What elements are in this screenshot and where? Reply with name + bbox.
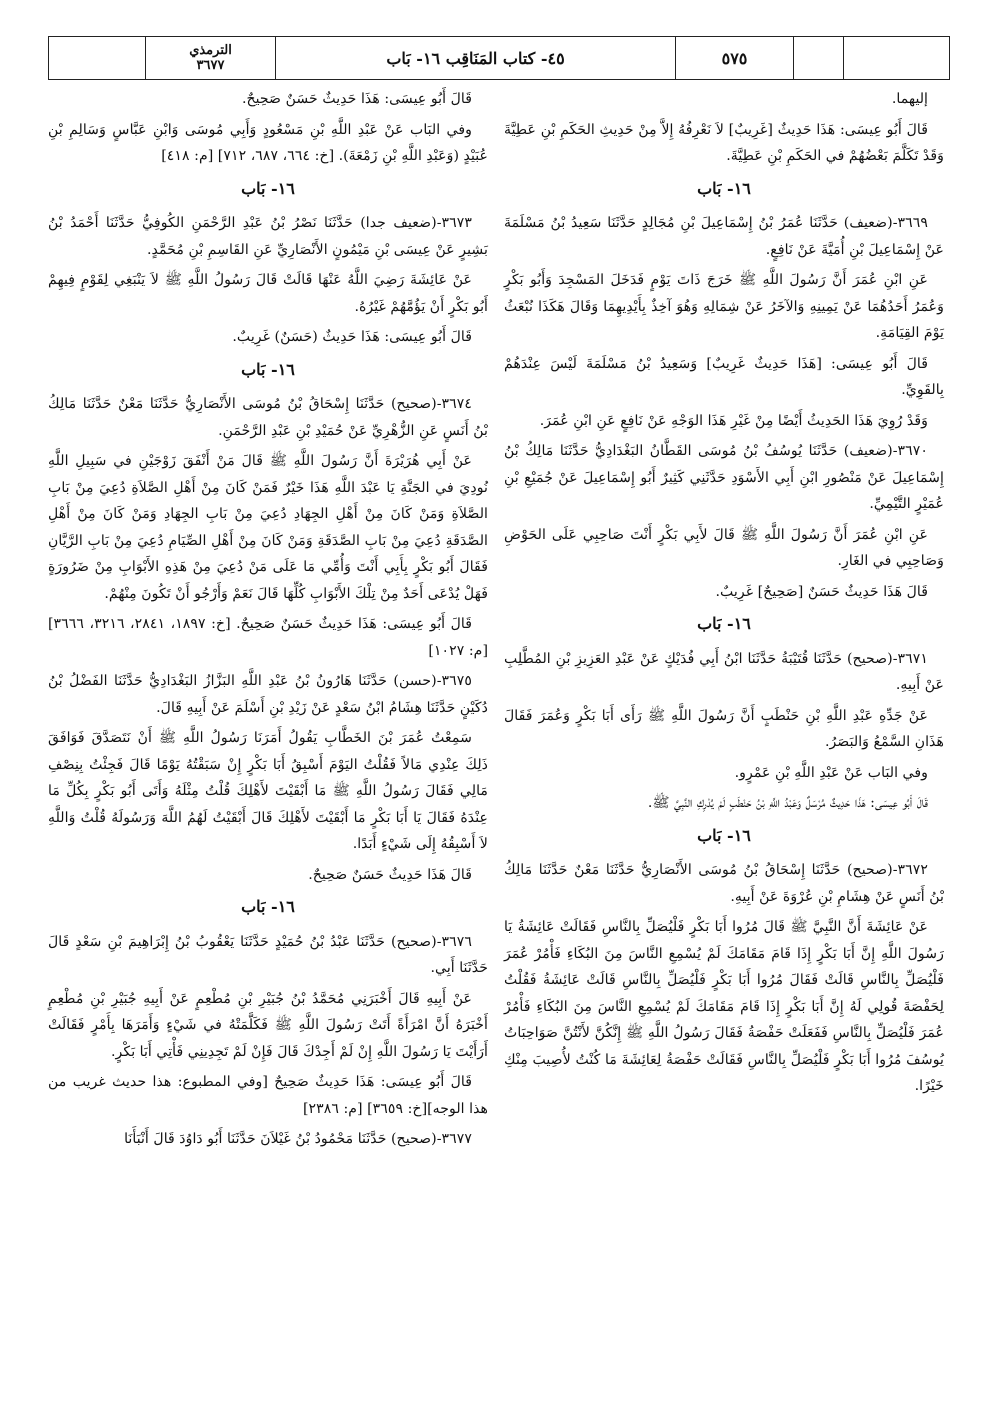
- text-paragraph: قَالَ أَبُو عِيسَى: [هَذَا حَدِيثٌ غَرِيبٌ] وَسَعِيدُ بْنُ مَسْلَمَةَ لَيْسَ عِنْدَهُمْ بِالقَوِيِّ.: [504, 355, 944, 398]
- text-paragraph: إليهما.: [891, 91, 928, 107]
- text-paragraph: سَمِعْتُ عُمَرَ بْنَ الخَطَّابِ يَقُولُ أَمَرَنَا رَسُولُ اللَّهِ ﷺ أَنْ نَتَصَدَّقَ فَوَافَقَ ذَلِكَ عِنْدِي مَالاً فَقُلْتُ اليَوْمَ أَسْبِقُ أَبَا بَكْرٍ إِنْ سَبَقْتُهُ يَوْمًا قَالَ فَجِئْتُ بِنِصْفِ مَالِي فَقَالَ رَسُولُ اللَّهِ ﷺ مَا أَبْقَيْتَ لأَهْلِكَ قُلْتُ مِثْلَهُ وَأَتَى أَبُو بَكْرٍ بِكُلِّ مَا عِنْدَهُ فَقَالَ يَا أَبَا بَكْرٍ مَا أَبْقَيْتَ لأَهْلِكَ قَالَ أَبْقَيْتُ لَهُمُ اللَّهَ وَرَسُولَهُ قُلْتُ وَاللَّهِ لاَ أَسْبِقُهُ إِلَى شَيْءٍ أَبَدًا.: [48, 730, 488, 852]
- text-paragraph: قَالَ أَبُو عِيسَى: هَذَا حَدِيثٌ (حَسَنٌ) غَرِيبٌ.: [232, 329, 472, 345]
- section-heading: ١٦- بَاب: [241, 359, 295, 379]
- text-paragraph: ٣٦٧٣-(ضعيف جدا) حَدَّثَنَا نَصْرُ بْنُ عَبْدِ الرَّحْمَنِ الكُوفِيُّ حَدَّثَنَا أَحْمَدُ بْنُ بَشِيرٍ عَنْ عِيسَى بْنِ مَيْمُونٍ الأَنْصَارِيِّ عَنِ القَاسِمِ بْنِ مُحَمَّدٍ.: [48, 215, 488, 258]
- header-blank-divider: [793, 37, 843, 79]
- text-paragraph: عَنْ جَدِّهِ عَبْدِ اللَّهِ بْنِ حَنْطَبٍ أَنَّ رَسُولَ اللَّهِ ﷺ رَأَى أَبَا بَكْرٍ وَعُمَرَ فَقَالَ هَذَانِ السَّمْعُ وَالبَصَرُ.: [504, 707, 944, 750]
- text-paragraph: قَالَ أَبُو عِيسَى: هَذَا حَدِيثٌ حَسَنٌ صَحِيحٌ. [خ: ١٨٩٧، ٢٨٤١، ٣٢١٦، ٣٦٦٦] [م: ١٠٢٧]: [48, 616, 488, 659]
- header-blank-left: [49, 37, 145, 79]
- text-paragraph: ٣٦٧٥-(حسن) حَدَّثَنَا هَارُونُ بْنُ عَبْدِ اللَّهِ البَزَّازُ البَغْدَادِيُّ حَدَّثَنَا الفَضْلُ بْنُ دُكَيْنٍ حَدَّثَنَا هِشَامُ ابْنُ سَعْدٍ عَنْ زَيْدِ بْنِ أَسْلَمَ عَنْ أَبِيهِ قَالَ.: [48, 673, 488, 716]
- source-name: الترمذي: [189, 43, 232, 58]
- section-heading: ١٦- بَاب: [697, 178, 751, 198]
- text-paragraph: ٣٦٧٤-(صحيح) حَدَّثَنَا إِسْحَاقُ بْنُ مُوسَى الأَنْصَارِيُّ حَدَّثَنَا مَعْنٌ حَدَّثَنَا مَالِكُ بْنُ أَنَسٍ عَنِ الزُّهْرِيِّ عَنْ حُمَيْدِ بْنِ عَبْدِ الرَّحْمَنِ.: [48, 396, 488, 439]
- section-heading: ١٦- بَاب: [697, 825, 751, 845]
- text-paragraph: قَالَ أَبُو عِيسَى: هَذَا حَدِيثٌ [غَرِيبٌ] لاَ نَعْرِفُهُ إِلاَّ مِنْ حَدِيثِ الحَكَمِ بْنِ عَطِيَّةَ وَقَدْ تَكَلَّمَ بَعْضُهُمْ في الحَكَمِ بْنِ عَطِيَّةَ.: [504, 121, 944, 164]
- text-paragraph: عَنْ عَائِشَةَ رَضِيَ اللَّهُ عَنْهَا قَالَتْ قَالَ رَسُولُ اللَّهِ ﷺ لاَ يَنْبَغِي لِقَوْمٍ فِيهِمْ أَبُو بَكْرٍ أَنْ يَؤُمَّهُمْ غَيْرُهُ.: [48, 272, 488, 315]
- text-paragraph: قَالَ أَبُو عِيسَى: هَذَا حَدِيثٌ مُرْسَلٌ وَعَبْدُ اللَّهِ بْنُ حَنْطَبٍ لَمْ يُدْرِكِ النَّبِيَّ ﷺ.: [647, 795, 928, 811]
- section-heading: ١٦- بَاب: [241, 897, 295, 916]
- text-paragraph: ٣٦٧٧-(صحيح) حَدَّثَنَا مَحْمُودُ بْنُ غَيْلاَنَ حَدَّثَنَا أَبُو دَاوُدَ قَالَ أَنْبَأَنَا: [124, 1131, 472, 1147]
- text-paragraph: قَالَ أَبُو عِيسَى: هَذَا حَدِيثٌ حَسَنٌ صَحِيحٌ.: [241, 91, 472, 107]
- text-paragraph: ٣٦٧٠-(ضعيف) حَدَّثَنَا يُوسُفُ بْنُ مُوسَى القَطَّانُ البَغْدَادِيُّ حَدَّثَنَا مَالِكُ بْنُ إِسْمَاعِيلَ عَنْ مَنْصُورِ ابْنِ أَبِي الأَسْوَدِ حَدَّثَنِي كَثِيرٌ أَبُو إِسْمَاعِيلَ عَنْ جُمَيْعِ بْنِ عُمَيْرٍ التَّيْمِيِّ.: [504, 443, 944, 512]
- text-paragraph: وفي البَاب عَنْ عَبْدِ اللَّهِ بْنِ عَمْرٍو.: [734, 764, 928, 781]
- text-paragraph: عَنِ ابْنِ عُمَرَ أَنَّ رَسُولَ اللَّهِ ﷺ قَالَ لأَبِي بَكْرٍ أَنْتَ صَاحِبِي عَلَى الحَوْضِ وَصَاحِبِي في الغَارِ.: [504, 526, 944, 569]
- text-paragraph: عَنْ عَائِشَةَ أَنَّ النَّبِيَّ ﷺ قَالَ مُرُوا أَبَا بَكْرٍ فَلْيُصَلِّ بِالنَّاسِ فَقَالَتْ عَائِشَةُ يَا رَسُولَ اللَّهِ إِنَّ أَبَا بَكْرٍ إِذَا قَامَ مَقَامَكَ لَمْ يُسْمِعِ النَّاسَ مِنَ البُكَاءِ فَأْمُرْ عُمَرَ فَلْيُصَلِّ بِالنَّاسِ قَالَتْ فَقَالَ مُرُوا أَبَا بَكْرٍ فَلْيُصَلِّ بِالنَّاسِ قَالَتْ عَائِشَةُ فَقُلْتُ لِحَفْصَةَ قُولِي لَهُ إِنَّ أَبَا بَكْرٍ إِذَا قَامَ مَقَامَكَ لَمْ يُسْمِعِ النَّاسَ مِنَ البُكَاءِ فَأْمُرْ عُمَرَ فَلْيُصَلِّ بِالنَّاسِ فَفَعَلَتْ حَفْصَةُ فَقَالَ رَسُولُ اللَّهِ ﷺ إِنَّكُنَّ لأَنْتُنَّ صَوَاحِبَاتُ يُوسُفَ مُرُوا أَبَا بَكْرٍ فَلْيُصَلِّ بِالنَّاسِ فَقَالَتْ حَفْصَةُ لِعَائِشَةَ مَا كُنْتُ لأُصِيبَ مِنْكِ خَيْرًا.: [504, 919, 944, 1094]
- text-paragraph: قَالَ أَبُو عِيسَى: هَذَا حَدِيثٌ صَحِيحٌ [وفي المطبوع: هذا حديث غريب من هذا الوجه][خ: ٣٦٥٩] [م: ٢٣٨٦]: [48, 1074, 488, 1117]
- text-paragraph: ٣٦٧١-(صحيح) حَدَّثَنَا قُتَيْبَةُ حَدَّثَنَا ابْنُ أَبِي فُدَيْكٍ عَنْ عَبْدِ العَزِيزِ بْنِ المُطَّلِبِ عَنْ أَبِيهِ.: [504, 650, 944, 693]
- text-paragraph: وَقَدْ رُوِيَ هَذَا الحَدِيثُ أَيْضًا مِنْ غَيْرِ هَذَا الوَجْهِ عَنْ نَافِعٍ عَنِ ابْنِ عُمَرَ.: [539, 412, 928, 429]
- text-paragraph: ٣٦٦٩-(ضعيف) حَدَّثَنَا عُمَرُ بْنُ إِسْمَاعِيلَ بْنِ مُجَالِدٍ حَدَّثَنَا سَعِيدُ بْنُ مَسْلَمَةَ عَنْ إِسْمَاعِيلَ بْنِ أُمَيَّةَ عَنْ نَافِعٍ.: [504, 215, 944, 258]
- page-header: [48, 36, 950, 80]
- left-column: [48, 86, 488, 1157]
- text-paragraph: وفي البَاب عَنْ عَبْدِ اللَّهِ بْنِ مَسْعُودٍ وَأَبِي مُوسَى وَابْنِ عَبَّاسٍ وَسَالِمِ بْنِ عُبَيْدٍ (وَعَبْدِ اللَّهِ بْنِ زَمْعَةَ). [خ: ٦٦٤، ٦٨٧، ٧١٢] [م: ٤١٨]: [48, 121, 488, 164]
- chapter-title: ٤٥- كتاب المَنَاقِب ١٦- بَاب: [275, 37, 675, 79]
- source-number: ٣٦٧٧: [196, 58, 225, 73]
- text-paragraph: عَنِ ابْنِ عُمَرَ أَنَّ رَسُولَ اللَّهِ ﷺ خَرَجَ ذَاتَ يَوْمٍ فَدَخَلَ المَسْجِدَ وَأَبُو بَكْرٍ وَعُمَرُ أَحَدُهُمَا عَنْ يَمِينِهِ وَالآخَرُ عَنْ شِمَالِهِ وَهُوَ آخِذٌ بِأَيْدِيهِمَا وَقَالَ هَكَذَا نُبْعَثُ يَوْمَ القِيَامَةِ.: [504, 272, 944, 341]
- header-blank-right: [843, 37, 949, 79]
- text-paragraph: ٣٦٧٢-(صحيح) حَدَّثَنَا إِسْحَاقُ بْنُ مُوسَى الأَنْصَارِيُّ حَدَّثَنَا مَعْنٌ حَدَّثَنَا مَالِكُ بْنُ أَنَسٍ عَنْ هِشَامِ بْنِ عُرْوَةَ عَنْ أَبِيهِ.: [504, 862, 944, 905]
- right-column: [504, 86, 944, 1104]
- text-paragraph: عَنْ أَبِيهِ قَالَ أَخْبَرَنِي مُحَمَّدُ بْنُ جُبَيْرِ بْنِ مُطْعِمٍ عَنْ أَبِيهِ جُبَيْرِ بْنِ مُطْعِمٍ أَخْبَرَهُ أَنَّ امْرَأَةً أَتَتْ رَسُولَ اللَّهِ ﷺ فَكَلَّمَتْهُ في شَيْءٍ وَأَمَرَهَا بِأَمْرٍ فَقَالَتْ أَرَأَيْتَ يَا رَسُولَ اللَّهِ إِنْ لَمْ أَجِدْكَ قَالَ فَإِنْ لَمْ تَجِدِينِي فَأْتِي أَبَا بَكْرٍ.: [48, 990, 488, 1060]
- page-number: ٥٧٥: [675, 37, 793, 79]
- text-paragraph: عَنْ أَبِي هُرَيْرَةَ أَنَّ رَسُولَ اللَّهِ ﷺ قَالَ مَنْ أَنْفَقَ زَوْجَيْنِ في سَبِيلِ اللَّهِ نُودِيَ في الجَنَّةِ يَا عَبْدَ اللَّهِ هَذَا خَيْرٌ فَمَنْ كَانَ مِنْ أَهْلِ الصَّلاَةِ دُعِيَ مِنْ بَابِ الصَّلاَةِ وَمَنْ كَانَ مِنْ أَهْلِ الجِهَادِ دُعِيَ مِنْ بَابِ الجِهَادِ وَمَنْ كَانَ مِنْ أَهْلِ الصَّدَقَةِ دُعِيَ مِنْ بَابِ الصَّدَقَةِ وَمَنْ كَانَ مِنْ أَهْلِ الصِّيَامِ دُعِيَ مِنْ بَابِ الرَّيَّانِ فَقَالَ أَبُو بَكْرٍ بِأَبِي أَنْتَ وَأُمِّي مَا عَلَى مَنْ دُعِيَ مِنْ هَذِهِ الأَبْوَابِ مِنْ ضَرُورَةٍ فَهَلْ يُدْعَى أَحَدٌ مِنْ تِلْكَ الأَبْوَابِ كُلِّهَا قَالَ نَعَمْ وَأَرْجُو أَنْ تَكُونَ مِنْهُمْ.: [48, 453, 488, 602]
- source-reference: [145, 37, 275, 79]
- section-heading: ١٦- بَاب: [241, 178, 295, 198]
- section-heading: ١٦- بَاب: [697, 614, 751, 633]
- text-paragraph: ٣٦٧٦-(صحيح) حَدَّثَنَا عَبْدُ بْنُ حُمَيْدٍ حَدَّثَنَا يَعْقُوبُ بْنُ إِبْرَاهِيمَ بْنِ سَعْدٍ قَالَ حَدَّثَنَا أَبِي.: [48, 933, 488, 976]
- text-paragraph: قَالَ هَذَا حَدِيثٌ حَسَنٌ صَحِيحٌ.: [308, 866, 472, 883]
- text-paragraph: قَالَ هَذَا حَدِيثٌ حَسَنٌ [صَحِيحٌ] غَرِيبٌ.: [715, 583, 928, 600]
